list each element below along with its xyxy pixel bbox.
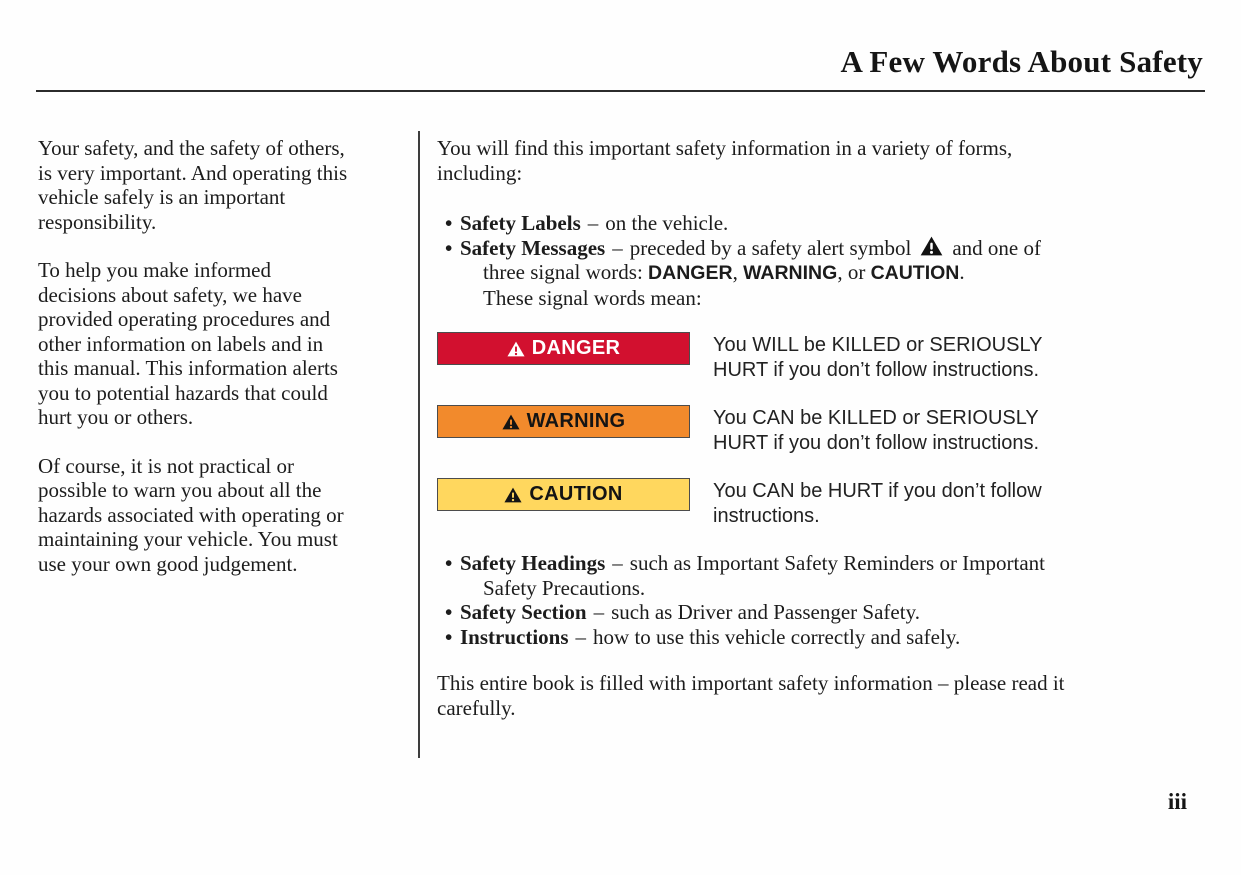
left-paragraph-2: To help you make informed decisions about safety, we have provided operating procedures and other information on labels and in this manual. This information alerts you to potential hazards that could hurt you or others. — [38, 258, 338, 429]
warning-description: You CAN be KILLED or SERIOUSLY HURT if you don’t follow instructions. — [713, 407, 1040, 454]
list-item-instructions — [437, 625, 1215, 650]
signal-word-warning: WARNING — [743, 262, 838, 284]
list-text: and one of — [952, 235, 1041, 260]
bullet-marker: • — [445, 624, 453, 649]
dash: – — [587, 211, 599, 235]
dash: – — [575, 624, 587, 649]
signal-row-warning — [437, 405, 1215, 455]
list-item-safety-section — [437, 600, 1215, 625]
bullet-marker: • — [445, 235, 453, 260]
warning-label: WARNING — [526, 410, 626, 433]
danger-description: You WILL be KILLED or SERIOUSLY HURT if you don’t follow instructions. — [713, 334, 1043, 381]
safety-alert-icon — [504, 487, 522, 503]
list-term: Safety Messages — [460, 235, 606, 260]
bullet-marker: • — [445, 551, 453, 575]
list-text: These signal words mean: — [483, 285, 702, 310]
list-item-safety-labels — [437, 211, 1215, 236]
list-text: three signal words: — [483, 260, 649, 284]
signal-row-caution — [437, 478, 1215, 528]
page-number: iii — [1167, 789, 1187, 814]
column-divider — [418, 131, 420, 758]
left-paragraph-1: Your safety, and the safety of others, is very important. And operating this vehicle safely is an important responsibility. — [38, 136, 348, 234]
signal-word-danger: DANGER — [648, 262, 733, 284]
list-text: Safety Precautions. — [483, 575, 646, 600]
signal-word-caution: CAUTION — [870, 262, 960, 284]
list-term: Instructions — [460, 624, 569, 649]
intro-text: You will find this important safety information in a variety of forms, including: — [437, 136, 1013, 185]
safety-forms-list-continued — [437, 551, 1215, 649]
danger-box — [437, 332, 690, 365]
left-paragraph-3: Of course, it is not practical or possible to warn you about all the hazards associated with operating or maintaining your vehicle. You must use your own good judgement. — [38, 453, 344, 576]
safety-alert-icon — [507, 341, 525, 357]
closing-text: This entire book is filled with important safety information – please read it carefully. — [437, 671, 1065, 720]
caution-box — [437, 478, 690, 511]
safety-forms-list — [437, 211, 1215, 310]
right-column — [437, 136, 1215, 720]
page-title: A Few Words About Safety — [840, 44, 1203, 79]
dash: – — [612, 551, 623, 575]
title-rule — [36, 90, 1205, 92]
list-term: Safety Labels — [460, 211, 581, 235]
list-text: such as Driver and Passenger Safety. — [611, 600, 920, 624]
caution-label: CAUTION — [529, 483, 623, 506]
caution-description: You CAN be HURT if you don’t follow instructions. — [713, 480, 1042, 527]
list-text: how to use this vehicle correctly and safely. — [593, 624, 961, 649]
bullet-marker: • — [445, 600, 453, 624]
list-text: preceded by a safety alert symbol — [629, 235, 912, 260]
list-item-safety-messages: • Safety Messages – preceded by a safety alert symbol and one of three signal words: DANGER, WARNING, or CAUTION. These signal words mean: — [437, 236, 1215, 311]
list-term: Safety Headings — [460, 551, 606, 575]
danger-label: DANGER — [531, 337, 621, 360]
list-term: Safety Section — [460, 600, 587, 624]
left-column — [38, 136, 410, 600]
list-text: such as Important Safety Reminders or Important — [629, 551, 1045, 575]
signal-word-table — [437, 332, 1215, 528]
warning-box — [437, 405, 690, 438]
dash: – — [593, 600, 605, 624]
dash: – — [612, 235, 623, 260]
signal-row-danger — [437, 332, 1215, 382]
safety-alert-icon — [920, 236, 943, 256]
list-text: on the vehicle. — [605, 211, 729, 235]
safety-alert-icon — [502, 414, 520, 430]
bullet-marker: • — [445, 211, 453, 235]
list-item-safety-headings — [437, 551, 1215, 600]
